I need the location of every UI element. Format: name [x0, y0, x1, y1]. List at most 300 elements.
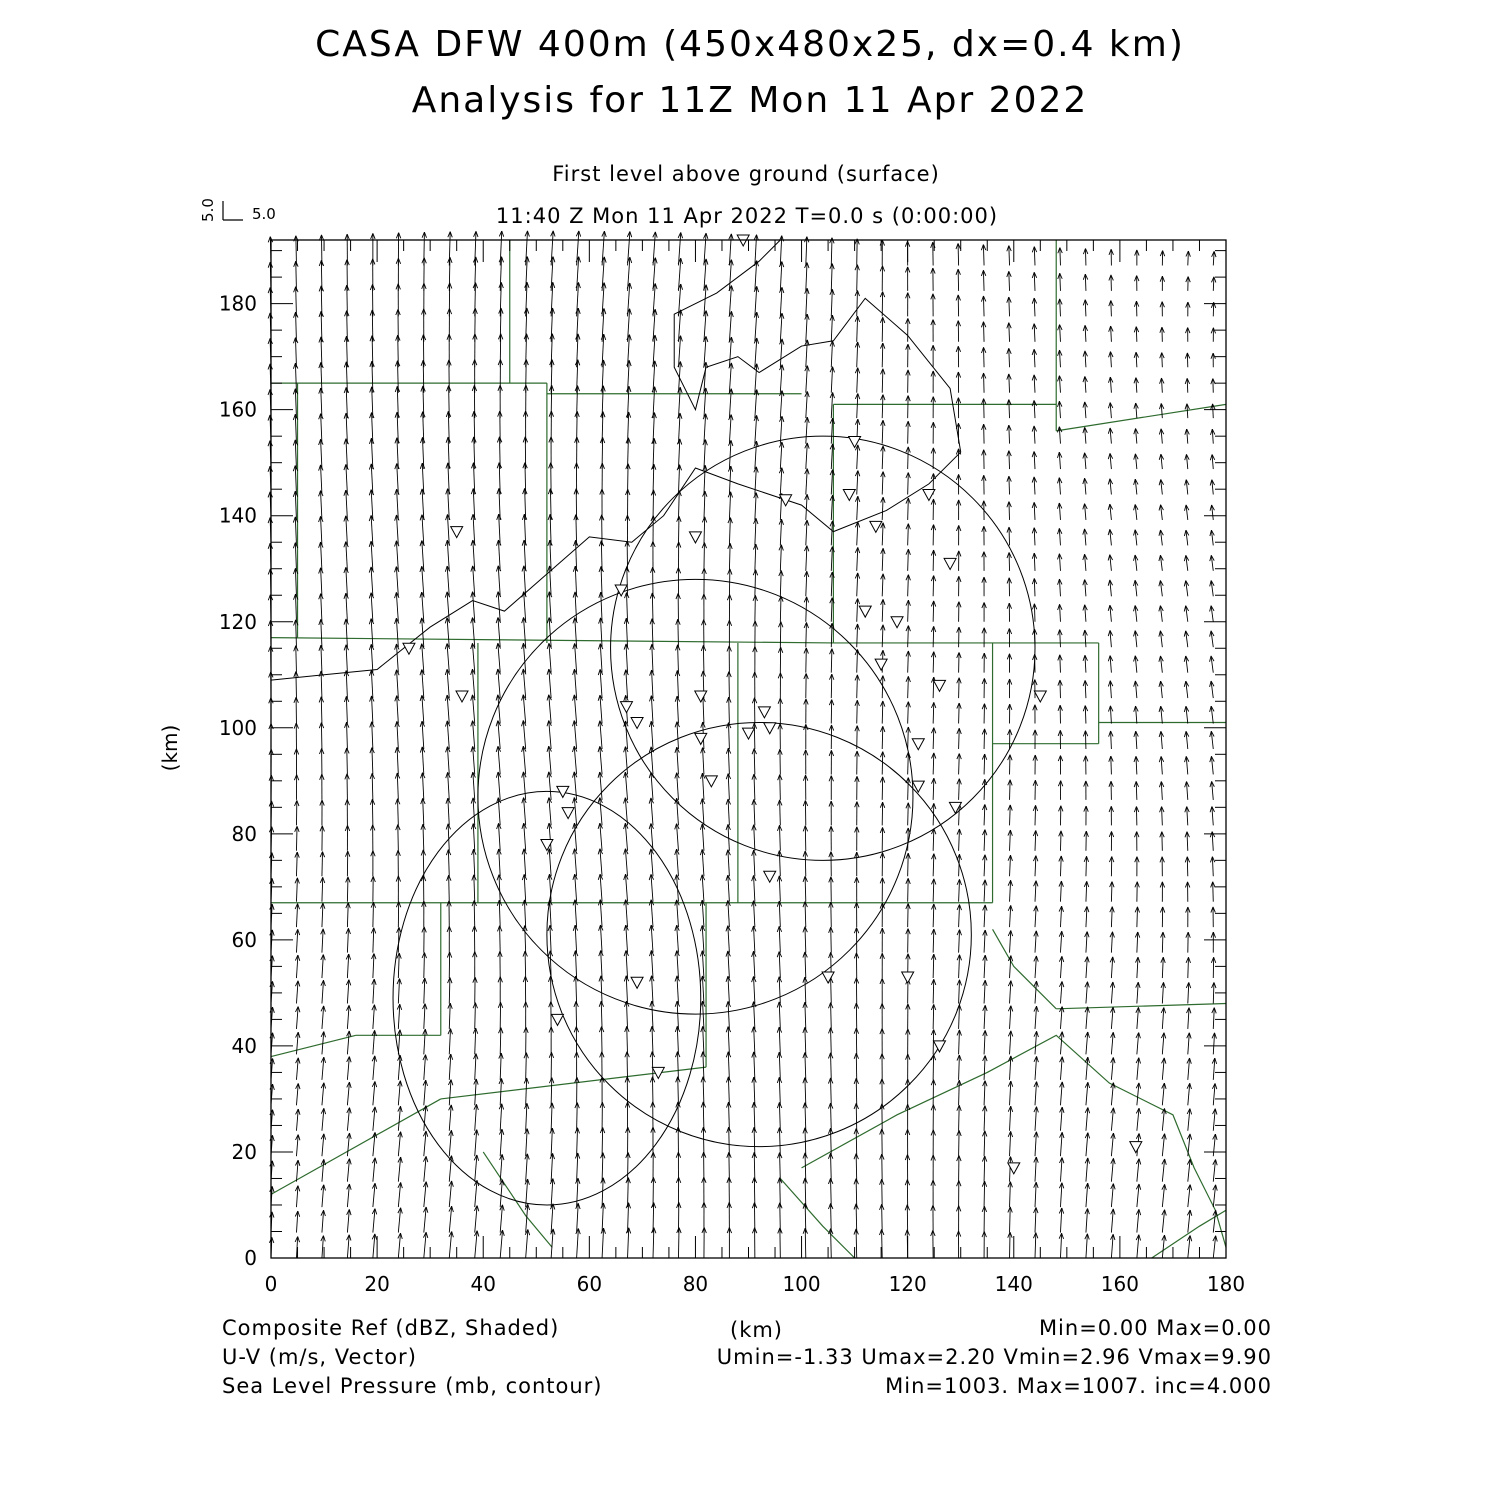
wind-vector: [449, 1130, 453, 1156]
wind-vector-shaft: [1010, 1131, 1011, 1156]
wind-vector-shaft: [1034, 272, 1035, 291]
wind-vector: [983, 980, 987, 1003]
wind-vector: [321, 1236, 325, 1258]
wind-vector: [880, 1204, 884, 1232]
wind-vector: [701, 748, 705, 775]
wind-vector-head: [547, 720, 549, 726]
wind-vector: [829, 725, 833, 749]
wind-vector: [321, 1083, 325, 1106]
wind-vector-head: [420, 566, 422, 572]
wind-vector: [522, 617, 526, 647]
wind-vector: [779, 390, 783, 418]
wind-vector: [1033, 805, 1037, 825]
wind-vector: [372, 1005, 376, 1029]
wind-vector: [346, 877, 350, 902]
wind-vector-shaft: [856, 1154, 857, 1182]
wind-vector: [522, 669, 526, 698]
wind-vector: [931, 854, 935, 877]
wind-vector: [624, 849, 628, 877]
wind-vector-shaft: [550, 925, 551, 952]
wind-vector: [931, 728, 935, 749]
wind-vector: [449, 1105, 453, 1131]
wind-vector: [650, 1077, 654, 1106]
wind-vector: [752, 1052, 756, 1080]
wind-vector-head: [503, 1230, 505, 1236]
wind-vector: [701, 1001, 705, 1029]
wind-vector-head: [706, 311, 708, 317]
wind-vector-head: [272, 981, 274, 987]
wind-vector: [649, 772, 653, 799]
wind-vector: [420, 695, 424, 723]
wind-vector-shaft: [424, 1029, 425, 1054]
wind-vector-shaft: [627, 567, 628, 597]
wind-vector: [268, 389, 272, 418]
wind-vector: [370, 773, 374, 800]
wind-vector: [347, 1108, 351, 1131]
wind-vector-head: [452, 1231, 454, 1237]
wind-vector-shaft: [1035, 830, 1036, 850]
wind-vector: [881, 548, 885, 571]
wind-vector: [1034, 881, 1038, 902]
wind-vector: [726, 799, 730, 825]
wind-vector-shaft: [780, 468, 781, 495]
wind-vector-head: [298, 955, 300, 961]
wind-vector: [573, 643, 577, 672]
wind-vector: [982, 602, 986, 621]
wind-vector: [829, 852, 833, 877]
wind-vector: [956, 243, 960, 265]
wind-vector-head: [1036, 931, 1038, 937]
wind-vector-head: [446, 514, 448, 520]
wind-vector: [855, 598, 859, 621]
wind-vector-shaft: [933, 728, 934, 749]
wind-vector: [547, 643, 551, 672]
wind-vector: [522, 720, 526, 749]
wind-vector: [828, 1053, 832, 1080]
wind-vector: [906, 421, 910, 443]
wind-vector: [650, 1026, 654, 1054]
wind-vector-shaft: [728, 1052, 729, 1080]
wind-vector-shaft: [754, 1027, 755, 1055]
wind-vector-shaft: [806, 262, 807, 290]
wind-vector: [598, 669, 602, 698]
wind-vector-shaft: [422, 773, 423, 800]
wind-vector: [855, 624, 859, 647]
wind-vector-shaft: [754, 1102, 755, 1131]
wind-vector: [599, 950, 603, 978]
wind-vector-head: [401, 1182, 403, 1188]
wind-vector: [1008, 930, 1012, 952]
wind-vector: [753, 595, 757, 621]
wind-vector: [268, 338, 272, 367]
wind-vector: [880, 878, 884, 902]
wind-vector-shaft: [652, 644, 653, 672]
wind-vector-shaft: [959, 1055, 960, 1080]
wind-vector: [601, 1228, 605, 1258]
wind-vector-head: [426, 1131, 428, 1137]
wind-vector: [624, 1001, 628, 1029]
wind-vector: [727, 595, 731, 622]
wind-vector: [1034, 1132, 1038, 1156]
wind-vector-head: [522, 823, 524, 829]
wind-vector-shaft: [577, 1178, 578, 1207]
wind-vector-head: [578, 1228, 580, 1234]
wind-vector: [880, 1179, 884, 1207]
wind-vector: [729, 389, 733, 418]
wind-vector: [830, 238, 834, 266]
wind-vector: [982, 1131, 986, 1156]
wind-vector: [881, 472, 885, 495]
wind-vector-shaft: [321, 594, 322, 622]
wind-vector-shaft: [831, 444, 832, 469]
wind-vector: [446, 772, 450, 800]
wind-vector-head: [624, 670, 626, 676]
wind-vector-head: [374, 1005, 376, 1011]
county-boundaries: [271, 240, 1226, 1258]
wind-vector: [320, 826, 324, 851]
wind-vector: [344, 696, 348, 723]
wind-vector-shaft: [346, 696, 347, 723]
wind-vector: [804, 571, 808, 596]
wind-vector: [777, 851, 781, 877]
wind-vector: [779, 596, 783, 622]
wind-vector-head: [731, 337, 733, 343]
wind-vector-shaft: [856, 1179, 857, 1207]
wind-vector: [598, 721, 602, 749]
wind-vector-shaft: [806, 571, 807, 596]
wind-vector: [931, 753, 935, 775]
wind-vector: [803, 1178, 807, 1207]
wind-vector: [649, 721, 653, 749]
wind-vector: [855, 445, 859, 469]
wind-vector-shaft: [831, 289, 832, 316]
wind-vector-shaft: [577, 1228, 579, 1258]
wind-vector: [805, 469, 809, 495]
wind-vector-shaft: [652, 670, 653, 698]
wind-vector-shaft: [346, 490, 348, 520]
wind-vector-shaft: [703, 748, 704, 775]
wind-vector: [805, 391, 809, 418]
wind-vector-shaft: [525, 925, 526, 952]
wind-vector: [650, 1052, 654, 1080]
wind-vector-shaft: [499, 900, 500, 927]
wind-vector: [371, 928, 375, 953]
wind-vector-head: [624, 695, 626, 701]
wind-vector: [345, 774, 349, 800]
wind-vector: [549, 1052, 553, 1080]
wind-vector: [344, 490, 348, 520]
wind-vector: [880, 827, 884, 850]
wind-vector: [778, 1203, 782, 1233]
wind-vector: [420, 747, 424, 775]
wind-vector-head: [496, 617, 498, 623]
wind-vector-shaft: [728, 799, 729, 825]
wind-vector-head: [349, 1005, 351, 1011]
wind-vector: [372, 1209, 376, 1233]
wind-vector: [321, 929, 325, 953]
wind-vector-shaft: [677, 976, 679, 1004]
wind-vector-head: [273, 1058, 275, 1064]
wind-vector-head: [298, 1058, 300, 1064]
wind-vector-shaft: [754, 1152, 755, 1181]
wind-vector-shaft: [908, 472, 909, 494]
wind-vector: [906, 752, 910, 774]
wind-vector: [295, 1211, 299, 1232]
wind-vector: [752, 926, 756, 953]
wind-vector-head: [471, 669, 473, 675]
wind-vector-head: [624, 772, 626, 778]
wind-vector-shaft: [805, 1103, 806, 1131]
wind-vector-shaft: [780, 287, 782, 316]
wind-vector: [370, 696, 374, 724]
wind-vector-shaft: [754, 976, 755, 1003]
wind-vector-shaft: [524, 900, 525, 927]
wind-vector-head: [757, 338, 759, 344]
wind-vector-shaft: [500, 1053, 501, 1080]
wind-vector-shaft: [806, 494, 807, 520]
wind-vector: [547, 669, 551, 698]
wind-vector: [675, 900, 679, 927]
wind-vector: [931, 397, 935, 419]
wind-vector: [369, 644, 373, 672]
wind-vector: [906, 370, 910, 393]
wind-vector-shaft: [600, 644, 602, 673]
wind-vector-head: [522, 695, 524, 701]
wind-vector: [599, 566, 603, 596]
wind-vector-head: [1037, 1006, 1039, 1012]
wind-vector-shaft: [805, 927, 806, 953]
wind-vector: [777, 926, 781, 952]
wind-vector: [268, 313, 272, 342]
wind-vector-shaft: [627, 1026, 628, 1054]
wind-vector: [855, 827, 859, 851]
wind-vector-head: [573, 618, 575, 624]
wind-vector: [523, 951, 527, 978]
wind-vector: [295, 929, 299, 952]
wind-vector: [881, 420, 885, 443]
wind-vector-shaft: [831, 264, 832, 291]
wind-vector: [700, 925, 704, 952]
wind-vector-shaft: [729, 518, 730, 546]
wind-vector-shaft: [1035, 1233, 1036, 1258]
wind-vector: [474, 1231, 478, 1258]
wind-vector: [754, 518, 758, 545]
wind-vector: [472, 900, 476, 927]
wind-vector: [829, 927, 833, 952]
wind-vector-shaft: [856, 1204, 857, 1233]
wind-vector: [982, 754, 986, 774]
wind-vector: [573, 849, 577, 877]
wind-vector: [423, 1055, 427, 1080]
wind-vector-shaft: [577, 1128, 578, 1156]
wind-vector-shaft: [373, 979, 374, 1003]
wind-vector: [906, 929, 910, 953]
wind-vector: [956, 346, 960, 367]
wind-vector-head: [420, 695, 422, 701]
wind-vector-shaft: [806, 366, 808, 393]
wind-vector: [906, 651, 910, 673]
wind-vector-shaft: [424, 232, 425, 265]
wind-vector-shaft: [983, 270, 984, 291]
wind-vector: [1008, 1081, 1012, 1105]
wind-vector: [1008, 830, 1012, 851]
wind-vector-shaft: [729, 440, 731, 469]
wind-vector-shaft: [831, 1053, 832, 1080]
wind-vector: [472, 875, 476, 902]
wind-vector-shaft: [422, 747, 424, 775]
wind-vector-head: [496, 772, 498, 778]
wind-vector: [522, 874, 526, 901]
wind-vector-shaft: [1035, 1207, 1036, 1232]
wind-vector: [1032, 324, 1036, 342]
wind-vector: [727, 646, 731, 673]
wind-vector-head: [420, 644, 422, 650]
wind-vector-shaft: [652, 976, 653, 1004]
wind-vector-shaft: [1034, 247, 1035, 266]
wind-vector-head: [675, 925, 677, 931]
wind-vector-head: [273, 1033, 275, 1039]
wind-vector-head: [273, 1007, 275, 1013]
wind-vector: [445, 695, 449, 723]
wind-vector-head: [522, 720, 524, 726]
wind-vector: [829, 776, 833, 800]
wind-vector: [1032, 502, 1036, 520]
wind-vector-shaft: [908, 575, 909, 597]
wind-vector-head: [272, 1135, 274, 1141]
wind-vector-shaft: [780, 519, 781, 545]
wind-vector-shaft: [1009, 425, 1010, 444]
wind-vector: [702, 594, 706, 622]
wind-vector-shaft: [678, 619, 679, 647]
wind-vector-shaft: [423, 824, 424, 851]
wind-vector-shaft: [780, 775, 781, 800]
wind-vector: [778, 698, 782, 723]
wind-vector-shaft: [702, 976, 704, 1004]
wind-vector: [701, 1127, 705, 1156]
wind-vector-shaft: [704, 440, 705, 470]
wind-vector: [805, 366, 809, 393]
wind-vector: [423, 1232, 427, 1258]
wind-vector-head: [323, 1236, 325, 1242]
wind-vector-shaft: [728, 976, 729, 1003]
wind-vector-head: [579, 257, 581, 263]
wind-vector-shaft: [806, 391, 808, 418]
wind-vector: [625, 1026, 629, 1054]
wind-vector: [754, 312, 758, 342]
wind-vector-head: [369, 567, 371, 573]
wind-vector: [702, 543, 706, 571]
wind-vector-shaft: [372, 773, 373, 800]
wind-vector-head: [471, 618, 473, 624]
wind-vector: [1032, 375, 1036, 393]
wind-vector-shaft: [753, 926, 754, 953]
wind-vector: [268, 287, 272, 316]
wind-vector-head: [675, 773, 677, 779]
wind-vector: [395, 644, 399, 673]
wind-vector: [372, 1056, 376, 1080]
wind-vector-shaft: [1034, 604, 1035, 622]
wind-vector: [881, 497, 885, 520]
wind-vector-shaft: [857, 342, 858, 367]
wind-vector-shaft: [908, 702, 909, 724]
wind-vector-shaft: [805, 851, 806, 876]
wind-vector-head: [471, 772, 473, 778]
wind-vector-shaft: [805, 952, 806, 978]
wind-vector-shaft: [551, 976, 552, 1003]
wind-vector: [982, 1206, 986, 1232]
wind-vector: [726, 926, 730, 953]
wind-vector-shaft: [882, 548, 883, 571]
wind-vector: [572, 746, 576, 774]
wind-vector: [675, 951, 679, 978]
wind-vector: [1008, 1006, 1012, 1029]
wind-vector: [295, 800, 299, 825]
wind-vector: [906, 903, 910, 927]
wind-vector: [422, 927, 426, 953]
wind-vector: [1008, 1182, 1012, 1207]
wind-vector-shaft: [652, 1026, 653, 1054]
wind-vector: [1033, 1233, 1037, 1258]
wind-vector: [931, 652, 935, 673]
wind-vector-head: [400, 1081, 402, 1087]
wind-vector-shaft: [448, 850, 449, 877]
wind-vector: [981, 373, 985, 393]
wind-vector: [270, 878, 274, 901]
wind-vector: [522, 849, 526, 876]
wind-vector-shaft: [831, 238, 832, 266]
wind-vector-shaft: [806, 648, 807, 673]
wind-vector: [982, 577, 986, 596]
wind-vector-head: [624, 823, 626, 829]
wind-vector: [296, 1083, 300, 1105]
wind-vector: [547, 772, 551, 800]
wind-vector-shaft: [754, 723, 755, 749]
wind-vector-head: [675, 951, 677, 957]
wind-vector-shaft: [474, 875, 475, 902]
wind-vector-head: [451, 1105, 453, 1111]
wind-vector: [397, 979, 401, 1004]
wind-vector-shaft: [474, 900, 475, 927]
wind-vector: [1007, 679, 1011, 698]
wind-vector: [983, 1055, 987, 1079]
wind-vector: [522, 695, 526, 724]
wind-vector-shaft: [882, 1179, 883, 1207]
wind-vector-shaft: [959, 728, 960, 749]
wind-vector-shaft: [908, 853, 909, 876]
wind-vector: [447, 952, 451, 978]
wind-vector: [396, 902, 400, 927]
wind-vector: [803, 851, 807, 876]
wind-vector: [268, 441, 272, 470]
wind-vector: [601, 1178, 605, 1207]
wind-vector-head: [496, 695, 498, 701]
wind-vector: [1034, 1006, 1038, 1029]
wind-vector: [855, 547, 859, 570]
wind-vector-shaft: [295, 440, 296, 469]
wind-vector: [624, 900, 628, 928]
wind-vector-shaft: [779, 952, 780, 979]
wind-vector: [981, 347, 985, 367]
wind-vector-shaft: [601, 950, 602, 978]
wind-vector: [372, 1234, 376, 1258]
wind-vector: [804, 237, 808, 266]
wind-vector-head: [395, 567, 397, 573]
wind-vector-head: [445, 540, 447, 546]
wind-vector: [1007, 425, 1011, 444]
wind-vector: [1007, 527, 1011, 545]
wind-vector-shaft: [1010, 1182, 1011, 1207]
wind-vector: [651, 1177, 655, 1207]
